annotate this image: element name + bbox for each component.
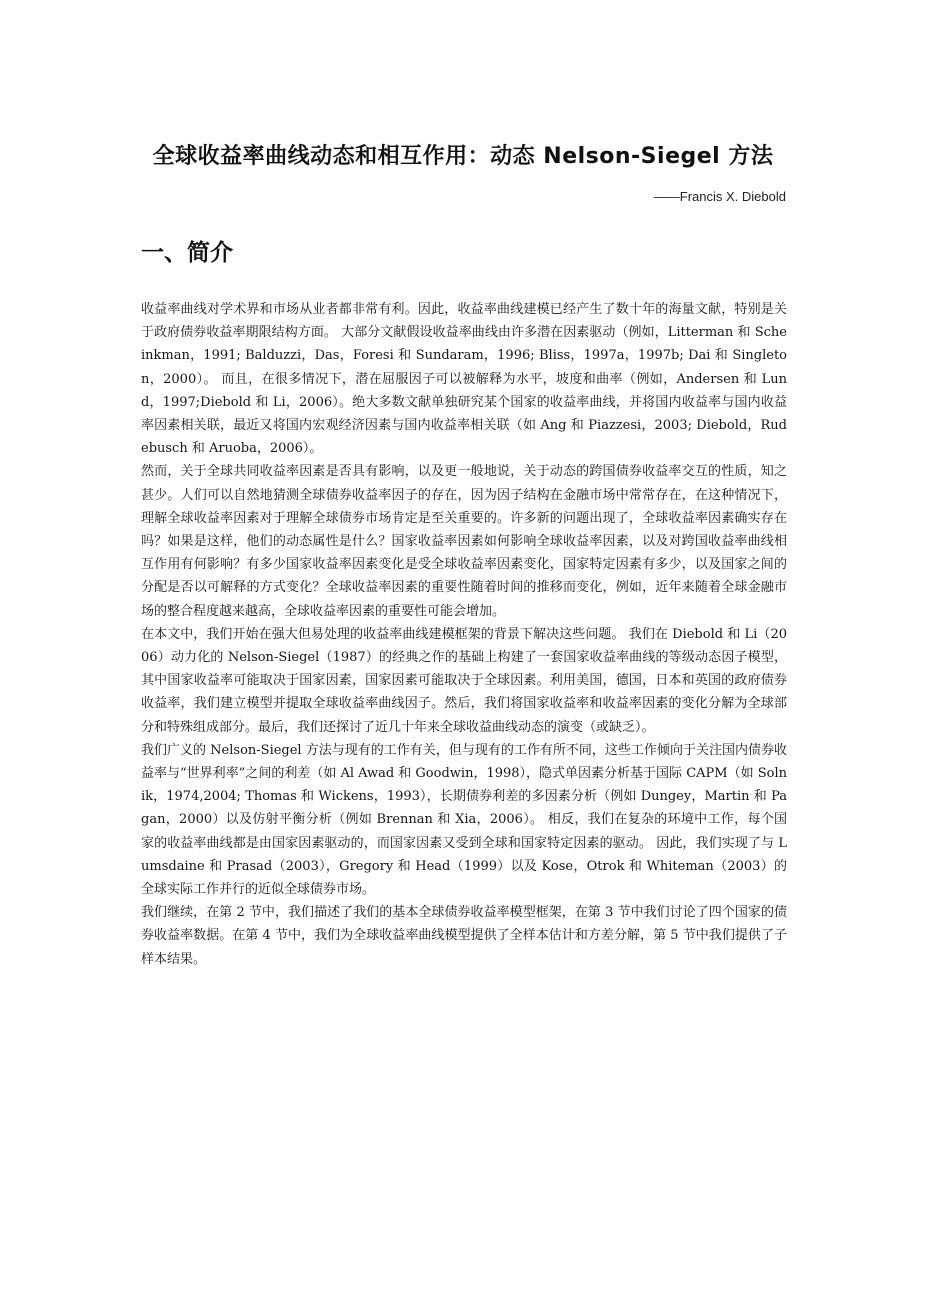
document-body [141,298,787,971]
paragraph-4: 我们广义的 Nelson-Siegel 方法与现有的工作有关，但与现有的工作有所不同，这些工作倾向于关注国内债券收益率与“世界利率”之间的利差（如 Al Awad 和 Goodwin，1998），隐式单因素分析基于国际 CAPM（如 Solnik，1974,2004; Thomas 和 Wickens，1993），长期债券利差的多因素分析（例如 Dungey，Martin 和 Pagan，2000）以及仿射平衡分析（例如 Brennan 和 Xia，2006）。 相反，我们在复杂的环境中工作，每个国家的收益率曲线都是由国家因素驱动的，而国家因素又受到全球和国家特定因素的驱动。 因此，我们实现了与 Lumsdaine 和 Prasad（2003），Gregory 和 Head（1999）以及 Kose，Otrok 和 Whiteman（2003）的全球实际工作并行的近似全球债券市场。 [141,742,787,898]
document-author: ——Francis X. Diebold [653,189,786,204]
document-title: 全球收益率曲线动态和相互作用：动态 Nelson-Siegel 方法 [152,144,774,169]
paragraph-2: 然而，关于全球共同收益率因素是否具有影响，以及更一般地说，关于动态的跨国债券收益率交互的性质，知之甚少。人们可以自然地猜测全球债券收益率因子的存在，因为因子结构在金融市场中常常存在，在这种情况下，理解全球收益率因素对于理解全球债券市场肯定是至关重要的。许多新的问题出现了，全球收益率因素确实存在吗？如果是这样，他们的动态属性是什么？国家收益率因素如何影响全球收益率因素，以及对跨国收益率曲线相互作用有何影响？有多少国家收益率因素变化是受全球收益率因素变化，国家特定因素有多少，以及国家之间的分配是否以可解释的方式变化？全球收益率因素的重要性随着时间的推移而变化，例如，近年来随着全球金融市场的整合程度越来越高，全球收益率因素的重要性可能会增加。 [141,464,787,619]
paragraph-1: 收益率曲线对学术界和市场从业者都非常有利。因此，收益率曲线建模已经产生了数十年的海量文献，特别是关于政府债券收益率期限结构方面。 大部分文献假设收益率曲线由许多潜在因素驱动（例如，Litterman 和 Scheinkman，1991; Balduzzi，Das，Foresi 和 Sundaram，1996; Bliss，1997a，1997b; Dai 和 Singleton，2000）。 而且，在很多情况下，潜在屈服因子可以被解释为水平，坡度和曲率（例如，Andersen 和 Lund，1997;Diebold 和 Li，2006）。绝大多数文献单独研究某个国家的收益率曲线，并将国内收益率与国内收益率因素相关联，最近又将国内宏观经济因素与国内收益率相关联（如 Ang 和 Piazzesi，2003; Diebold，Rudebusch 和 Aruoba，2006）。 [141,302,787,457]
section-heading: 一、简介 [141,240,233,266]
paragraph-5: 我们继续，在第 2 节中，我们描述了我们的基本全球债券收益率模型框架，在第 3 节中我们讨论了四个国家的债券收益率数据。在第 4 节中，我们为全球收益率曲线模型提供了全样本估计和方差分解，第 5 节中我们提供了子样本结果。 [141,905,787,967]
paragraph-3: 在本文中，我们开始在强大但易处理的收益率曲线建模框架的背景下解决这些问题。 我们在 Diebold 和 Li（2006）动力化的 Nelson-Siegel（1987）的经典之作的基础上构建了一套国家收益率曲线的等级动态因子模型，其中国家收益率可能取决于国家因素，国家因素可能取决于全球因素。利用美国，德国，日本和英国的政府债券收益率，我们建立模型并提取全球收益率曲线因子。然后，我们将国家收益率和收益率因素的变化分解为全球部分和特殊组成部分。最后，我们还探讨了近几十年来全球收益曲线动态的演变（或缺乏）。 [141,626,787,735]
